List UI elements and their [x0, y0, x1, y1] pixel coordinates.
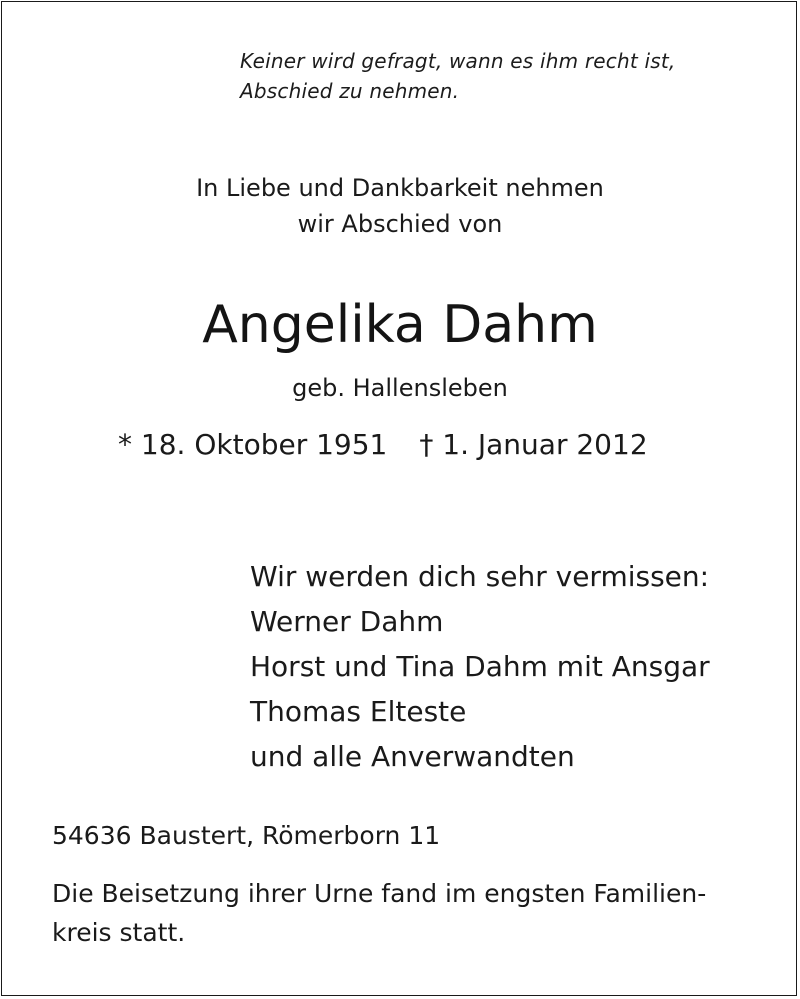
birth-date: * 18. Oktober 1951: [118, 428, 388, 461]
motto-line-1: Keiner wird gefragt, wann es ihm recht ist,: [240, 49, 676, 73]
address: 54636 Baustert, Römerborn 11: [52, 821, 441, 850]
intro-text: [0, 170, 800, 242]
burial-note: [52, 874, 706, 952]
motto-line-2: Abschied zu nehmen.: [240, 79, 460, 103]
mourner-name: und alle Anverwandten: [250, 740, 575, 773]
mourner-name: Thomas Elteste: [250, 695, 467, 728]
burial-note-line-2: kreis statt.: [52, 918, 186, 947]
mourners-list: [250, 554, 710, 779]
death-date: † 1. Januar 2012: [419, 428, 648, 461]
intro-line-2: wir Abschied von: [297, 210, 503, 238]
maiden-name: geb. Hallensleben: [292, 374, 508, 402]
motto-quote: [240, 46, 675, 106]
mourner-name: Horst und Tina Dahm mit Ansgar: [250, 650, 710, 683]
deceased-name: Angelika Dahm: [202, 295, 598, 355]
intro-line-1: In Liebe und Dankbarkeit nehmen: [196, 174, 604, 202]
life-dates: [118, 424, 648, 466]
mourner-name: Werner Dahm: [250, 605, 444, 638]
burial-note-line-1: Die Beisetzung ihrer Urne fand im engsten Familien-: [52, 879, 707, 908]
mourners-heading: Wir werden dich sehr vermissen:: [250, 560, 710, 593]
